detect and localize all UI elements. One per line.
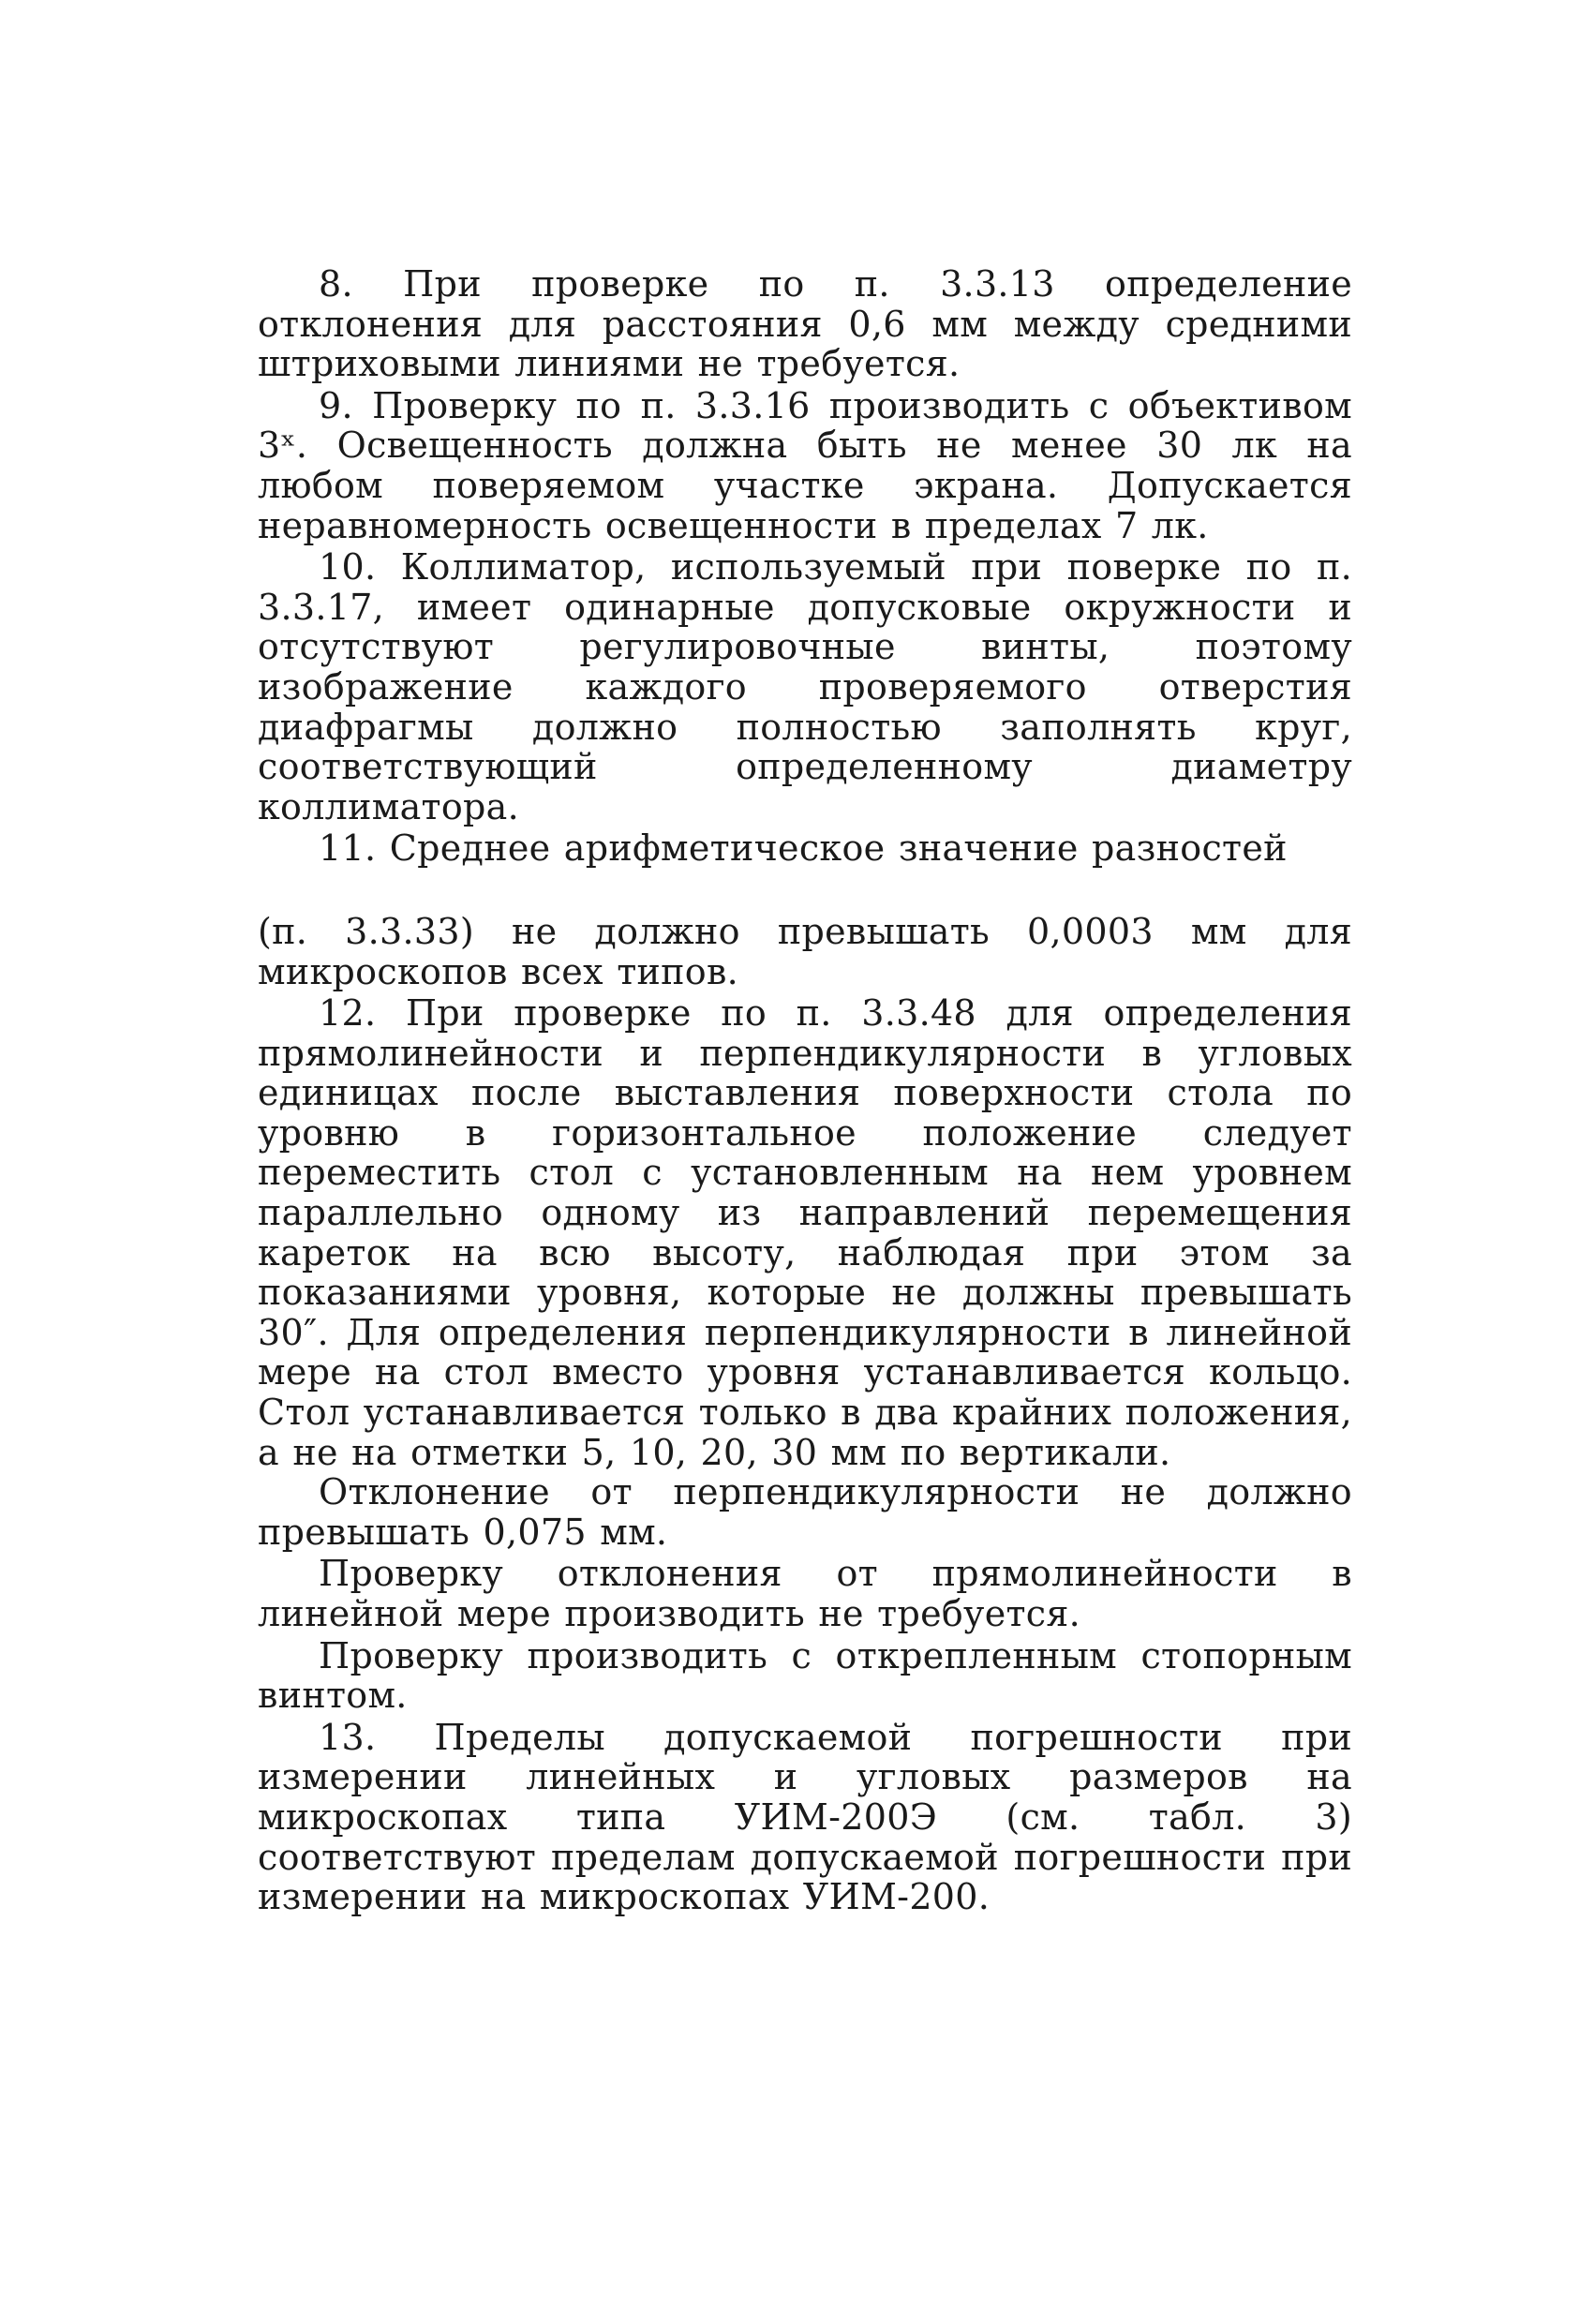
paragraph-item-9: 9. Проверку по п. 3.3.16 производить с объективом 3ˣ. Освещенность должна быть не менее 30 лк на любом поверяемом участке экрана. Допускается неравномерность освещенности в пределах 7 лк. (258, 384, 1352, 546)
page-body (258, 264, 1352, 1917)
paragraph-item-12: 12. При проверке по п. 3.3.48 для определения прямолинейности и перпендикулярности в угловых единицах после выставления поверхности стола по уровню в горизонтальное положение следует переместить стол с установленным на нем уровнем параллельно одному из направлений перемещения кареток на всю высоту, наблюдая при этом за показаниями уровня, которые не должны превышать 30″. Для определения перпендикулярности в линейной мере на стол вместо уровня устанавливается кольцо. Стол устанавливается только в два крайних положения, а не на отметки 5, 10, 20, 30 мм по вертикали. (258, 992, 1352, 1473)
paragraph-item-8: 8. При проверке по п. 3.3.13 определение отклонения для расстояния 0,6 мм между средними штриховыми линиями не требуется. (258, 263, 1352, 385)
paragraph-item-11: 11. Среднее арифметическое значение разностей (319, 827, 1288, 870)
paragraph-item-13: 13. Пределы допускаемой погрешности при измерении линейных и угловых размеров на микроскопах типа УИМ-200Э (см. табл. 3) соответствуют пределам допускаемой погрешности при измерении на микроскопах УИМ-200. (258, 1716, 1352, 1918)
paragraph-straightness-check: Проверку отклонения от прямолинейности в линейной мере производить не требуется. (258, 1553, 1352, 1634)
paragraph-item-10: 10. Коллиматор, используемый при поверке по п. 3.3.17, имеет одинарные допусковые окружности и отсутствуют регулировочные винты, поэтому изображение каждого проверяемого отверстия диафрагмы должно полностью заполнять круг, соответствующий определенному диаметру коллиматора. (258, 546, 1352, 827)
paragraph-perpendicularity-deviation: Отклонение от перпендикулярности не должно превышать 0,075 мм. (258, 1471, 1352, 1553)
paragraph-item-11-continued: (п. 3.3.33) не должно превышать 0,0003 мм для микроскопов всех типов. (258, 910, 1352, 992)
paragraph-locking-screw: Проверку производить с открепленным стопорным винтом. (258, 1634, 1352, 1717)
